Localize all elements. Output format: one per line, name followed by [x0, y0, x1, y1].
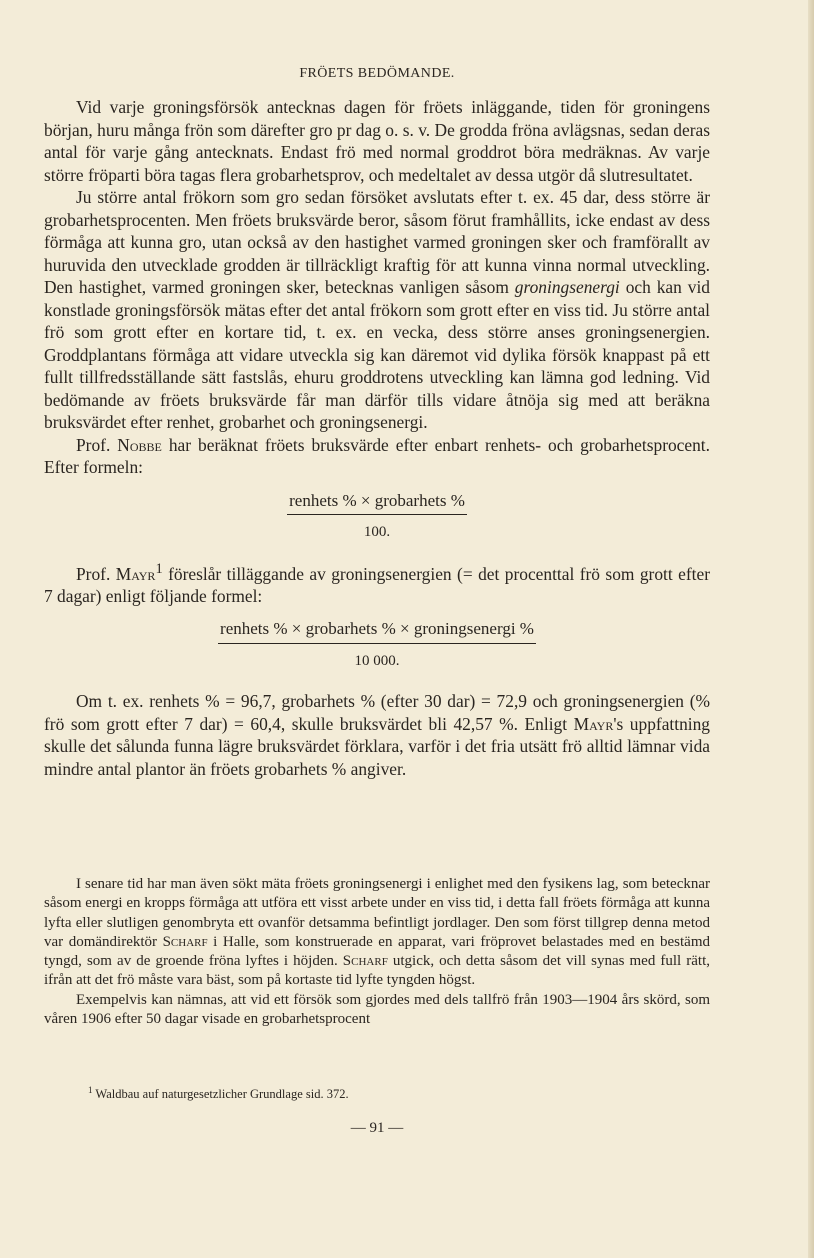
paragraph-6-part-b: i Halle, som konstruerade en apparat, vari fröprovet belastades med en bestämd tyngd, som av de groende fröna lyftes i höjden. — [44, 933, 710, 970]
author-mayr-ref: Mayr — [573, 713, 614, 734]
running-header: FRÖETS BEDÖMANDE. — [299, 66, 455, 81]
page-number: — 91 — — [350, 1120, 404, 1136]
formula-mayr-numerator: renhets % × grobarhets % × groningsenergi % — [218, 618, 536, 644]
paragraph-2-part-b: och kan vid konstlade groningsförsök mätas efter det antal frökorn som grott efter en viss tid. Ju större antal frö som grott efter en kortare tid, t. ex. en vecka, dess större anses groningsenergien. Groddplantans förmåga att vidare utveckla sig kan däremot vid dylika försök knappast på ett fullt tillfredsställande sätt fastslås, ehuru groddrotens utveckling kan lämna god ledning. Vid bedömande av fröets bruksvärde får man därför tills vidare åtnöja sig med att beräkna bruksvärdet efter renhet, grobarhet och groningsenergi. — [44, 277, 711, 432]
prof-prefix: Prof. — [76, 434, 118, 455]
author-scharf-2: Scharf — [342, 953, 388, 970]
footnote-text: Waldbau auf naturgesetzlicher Grundlage sid. 372. — [92, 1087, 349, 1102]
author-scharf: Scharf — [162, 933, 208, 950]
paragraph-7: Exempelvis kan nämnas, att vid ett försök som gjordes med dels tallfrö från 1903—1904 års skörd, som våren 1906 efter 50 dagar visade en grobarhetsprocent — [44, 991, 710, 1028]
paragraph-1: Vid varje groningsförsök antecknas dagen för fröets inläggande, tiden för groningens början, huru många frön som därefter gro pr dag o. s. v. De grodda fröna avlägsnas, sedan deras antal för varje gång antecknats. Endast frö med normal groddrot böra medräknas. Av varje större fröparti böra tagas flera grobarhetsprov, och medeltalet av dessa utgör då slutresultatet. — [44, 97, 710, 185]
paragraph-6-part-c: utgick, och detta såsom det vill synas med full rätt, ifrån att det frö måste vara bäst, som på kortaste tid lyfte tyngden högst. — [44, 953, 711, 989]
formula-mayr-denominator: 10 000. — [354, 652, 400, 669]
main-text — [44, 96, 710, 780]
author-nobbe: Nobbe — [117, 434, 162, 455]
paragraph-6 — [44, 875, 710, 991]
paragraph-5-part-b: 's uppfattning skulle det sålunda funna lägre bruksvärdet förklara, varför i det fria utsätt frö alltid lämnar vida mindre antal plantor än fröets grobarhets % angiver. — [44, 713, 710, 779]
small-print-section — [44, 875, 710, 1029]
formula-mayr — [44, 617, 710, 672]
prof-prefix: Prof. — [76, 563, 116, 584]
footnote-ref: 1 — [155, 560, 163, 577]
footnote-mark: 1 — [88, 1085, 93, 1095]
term-groningsenergi: groningsenergi — [514, 277, 620, 297]
paragraph-3-rest: har beräknat fröets bruksvärde efter enbart renhets- och grobarhetsprocent. Efter formeln: — [44, 434, 710, 477]
page-edge — [808, 0, 814, 1258]
footnote — [88, 1085, 708, 1102]
paragraph-3 — [44, 434, 710, 479]
paragraph-5-part-a: Om t. ex. renhets % = 96,7, grobarhets % (efter 30 dar) = 72,9 och groningsenergien (% frö som grott efter 7 dar) = 60,4, skulle bruksvärdet bli 42,57 %. Enligt — [44, 691, 710, 734]
paragraph-2 — [44, 186, 710, 434]
formula-nobbe-numerator: renhets % × grobarhets % — [287, 490, 467, 516]
paragraph-2-part-a: Ju större antal frökorn som gro sedan försöket avslutats efter t. ex. 45 dar, dess större är grobarhetsprocenten. Men fröets bruksvärde beror, såsom förut framhållits, icke endast av dess förmåga att kunna gro, utan också av den hastighet varmed groningen sker och framförallt av huruvida den utvecklade grodden är tillräckligt kraftig för att kunna vinna normal utveckling. Den hastighet, varmed groningen sker, betecknas vanligen såsom — [44, 187, 710, 297]
paragraph-6-part-a: I senare tid har man även sökt mäta fröets groningsenergi i enlighet med den fysikens lag, som betecknar såsom energi en kropps förmåga att utföra ett visst arbete under en viss tid, i detta fall fröets förmåga att kunna lyfta eller slutligen genombryta ett ovanför detsamma befintligt jordlager. Den som först tillgrep denna metod var domändirektör — [44, 876, 710, 950]
author-mayr: Mayr — [115, 563, 156, 584]
paragraph-4 — [44, 558, 710, 608]
paragraph-4-rest: föreslår tilläggande av groningsenergien (= det procenttal frö som grott efter 7 dagar) enligt följande formel: — [44, 563, 710, 606]
formula-nobbe — [44, 489, 710, 544]
formula-nobbe-denominator: 100. — [363, 524, 391, 540]
paragraph-5 — [44, 690, 710, 780]
